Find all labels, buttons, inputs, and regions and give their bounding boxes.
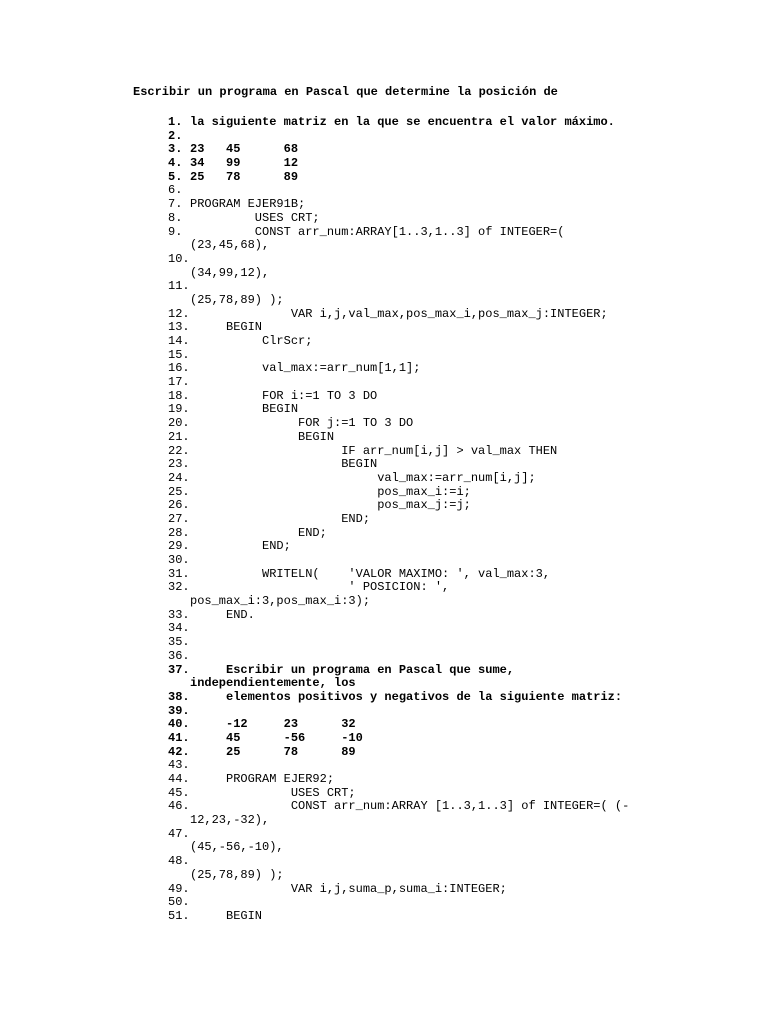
code-line — [0, 622, 768, 636]
line-number: 25. — [168, 484, 190, 499]
line-number: 51. — [168, 908, 190, 923]
line-text: pos_max_i:3,pos_max_i:3); — [190, 594, 371, 609]
line-number: 36. — [168, 648, 190, 663]
code-line — [0, 527, 768, 541]
line-number: 24. — [168, 470, 190, 485]
code-line — [0, 800, 768, 814]
line-number: 14. — [168, 334, 190, 348]
code-line — [0, 636, 768, 650]
line-number: 31. — [168, 566, 190, 581]
line-number: 8. — [168, 210, 183, 225]
line-number: 4. — [168, 156, 183, 171]
line-text: pos_max_j:=j; — [190, 498, 471, 513]
line-text: FOR j:=1 TO 3 DO — [190, 416, 414, 431]
line-text: VAR i,j,suma_p,suma_i:INTEGER; — [190, 881, 507, 896]
line-number: 38. — [168, 689, 190, 704]
code-line — [0, 376, 768, 390]
line-text: USES CRT; — [190, 210, 320, 225]
line-number: 3. — [168, 142, 183, 157]
code-line — [0, 787, 768, 801]
line-number: 45. — [168, 785, 190, 800]
line-text: val_max:=arr_num[1,1]; — [190, 361, 421, 376]
line-text: IF arr_num[i,j] > val_max THEN — [190, 443, 558, 458]
line-number: 6. — [168, 183, 183, 198]
code-line — [0, 910, 768, 924]
code-line — [0, 226, 768, 240]
code-line — [0, 321, 768, 335]
line-text: BEGIN — [190, 908, 263, 923]
code-line — [0, 513, 768, 527]
line-number: 2. — [168, 128, 183, 143]
line-number: 39. — [168, 703, 190, 718]
code-line — [0, 705, 768, 719]
code-line — [0, 664, 768, 678]
line-number: 37. — [168, 662, 190, 677]
line-text: pos_max_i:=i; — [190, 484, 471, 499]
line-number: 28. — [168, 525, 190, 540]
line-number: 17. — [168, 375, 190, 390]
line-text: BEGIN — [190, 320, 263, 335]
line-text: -12 23 32 — [190, 717, 356, 732]
line-text: (45,-56,-10), — [190, 840, 284, 855]
code-line — [0, 308, 768, 322]
code-line — [0, 581, 768, 595]
line-text: USES CRT; — [190, 785, 356, 800]
line-text: elementos positivos y negativos de la siguiente matriz: — [190, 689, 623, 704]
line-number: 34. — [168, 621, 190, 636]
line-text: CONST arr_num:ARRAY [1..3,1..3] of INTEGER=( (- — [190, 799, 630, 814]
code-line — [0, 855, 768, 869]
line-text: 23 45 68 — [190, 142, 299, 157]
line-number: 11. — [168, 279, 190, 294]
code-line — [0, 609, 768, 623]
code-line — [0, 814, 768, 828]
code-line — [0, 499, 768, 513]
line-text: WRITELN( 'VALOR MAXIMO: ', val_max:3, — [190, 566, 551, 581]
code-line — [0, 431, 768, 445]
line-text: BEGIN — [190, 457, 378, 472]
line-number: 44. — [168, 772, 190, 786]
line-text: la siguiente matriz en la que se encuentra el valor máximo. — [190, 115, 615, 129]
code-line — [0, 759, 768, 773]
code-line — [0, 841, 768, 855]
code-line — [0, 828, 768, 842]
line-text: ClrScr; — [190, 334, 313, 348]
line-text: 34 99 12 — [190, 156, 299, 171]
exercise-title: Escribir un programa en Pascal que determine la posición de — [133, 85, 558, 99]
line-text: 45 -56 -10 — [190, 730, 363, 745]
code-line — [0, 116, 768, 130]
code-line — [0, 239, 768, 253]
line-text: BEGIN — [190, 429, 335, 444]
line-number: 1. — [168, 115, 183, 129]
line-text: ' POSICION: ', — [190, 580, 450, 595]
line-number: 35. — [168, 635, 190, 650]
code-line — [0, 472, 768, 486]
line-number: 16. — [168, 361, 190, 376]
code-line — [0, 568, 768, 582]
code-line — [0, 732, 768, 746]
line-number: 48. — [168, 854, 190, 869]
line-number: 21. — [168, 429, 190, 444]
line-text: 25 78 89 — [190, 744, 356, 759]
code-listing — [0, 116, 768, 924]
code-line — [0, 212, 768, 226]
line-text: independientemente, los — [190, 676, 356, 691]
line-number: 40. — [168, 717, 190, 732]
line-number: 7. — [168, 197, 183, 212]
code-line — [0, 896, 768, 910]
line-text: BEGIN — [190, 402, 299, 417]
line-text: val_max:=arr_num[i,j]; — [190, 470, 536, 485]
line-number: 50. — [168, 895, 190, 910]
code-line — [0, 390, 768, 404]
line-number: 27. — [168, 511, 190, 526]
line-number: 5. — [168, 169, 183, 184]
code-line — [0, 554, 768, 568]
code-line — [0, 403, 768, 417]
line-text: (25,78,89) ); — [190, 867, 284, 882]
line-text: END; — [190, 525, 327, 540]
code-line — [0, 677, 768, 691]
code-line — [0, 417, 768, 431]
line-text: (34,99,12), — [190, 265, 270, 280]
code-line — [0, 267, 768, 281]
code-line — [0, 157, 768, 171]
line-text: 12,23,-32), — [190, 813, 270, 828]
line-number: 41. — [168, 730, 190, 745]
line-text: VAR i,j,val_max,pos_max_i,pos_max_j:INTEGER; — [190, 306, 608, 321]
code-line — [0, 540, 768, 554]
line-text: 25 78 89 — [190, 169, 299, 184]
line-number: 22. — [168, 443, 190, 458]
line-number: 46. — [168, 799, 190, 814]
line-number: 49. — [168, 881, 190, 896]
line-text: (25,78,89) ); — [190, 292, 284, 307]
line-number: 23. — [168, 457, 190, 472]
line-number: 15. — [168, 347, 190, 362]
line-number: 12. — [168, 306, 190, 321]
line-text: END. — [190, 607, 255, 622]
code-line — [0, 595, 768, 609]
code-line — [0, 362, 768, 376]
code-line — [0, 143, 768, 157]
code-line — [0, 253, 768, 267]
code-line — [0, 171, 768, 185]
code-line — [0, 746, 768, 760]
line-number: 33. — [168, 607, 190, 622]
code-line — [0, 280, 768, 294]
code-line — [0, 718, 768, 732]
line-number: 9. — [168, 224, 183, 239]
code-line — [0, 869, 768, 883]
code-line — [0, 773, 768, 787]
code-line — [0, 130, 768, 144]
code-line — [0, 458, 768, 472]
line-number: 13. — [168, 320, 190, 335]
line-number: 47. — [168, 826, 190, 841]
code-line — [0, 198, 768, 212]
code-line — [0, 445, 768, 459]
line-number: 43. — [168, 758, 190, 773]
code-line — [0, 349, 768, 363]
code-line — [0, 486, 768, 500]
line-text: CONST arr_num:ARRAY[1..3,1..3] of INTEGER=( — [190, 224, 565, 239]
line-number: 19. — [168, 402, 190, 417]
code-line — [0, 294, 768, 308]
line-text: (23,45,68), — [190, 238, 270, 253]
line-number: 18. — [168, 388, 190, 403]
line-text: FOR i:=1 TO 3 DO — [190, 388, 378, 403]
line-text: Escribir un programa en Pascal que sume, — [190, 662, 515, 677]
line-number: 42. — [168, 744, 190, 759]
line-text: PROGRAM EJER91B; — [190, 197, 306, 212]
code-line — [0, 691, 768, 705]
code-line — [0, 335, 768, 349]
line-text: PROGRAM EJER92; — [190, 772, 335, 786]
line-number: 20. — [168, 416, 190, 431]
code-line — [0, 184, 768, 198]
line-number: 30. — [168, 553, 190, 567]
code-line — [0, 883, 768, 897]
line-number: 26. — [168, 498, 190, 513]
line-number: 10. — [168, 251, 190, 266]
line-text: END; — [190, 539, 291, 554]
line-number: 29. — [168, 539, 190, 554]
line-text: END; — [190, 511, 371, 526]
line-number: 32. — [168, 580, 190, 595]
code-line — [0, 650, 768, 664]
